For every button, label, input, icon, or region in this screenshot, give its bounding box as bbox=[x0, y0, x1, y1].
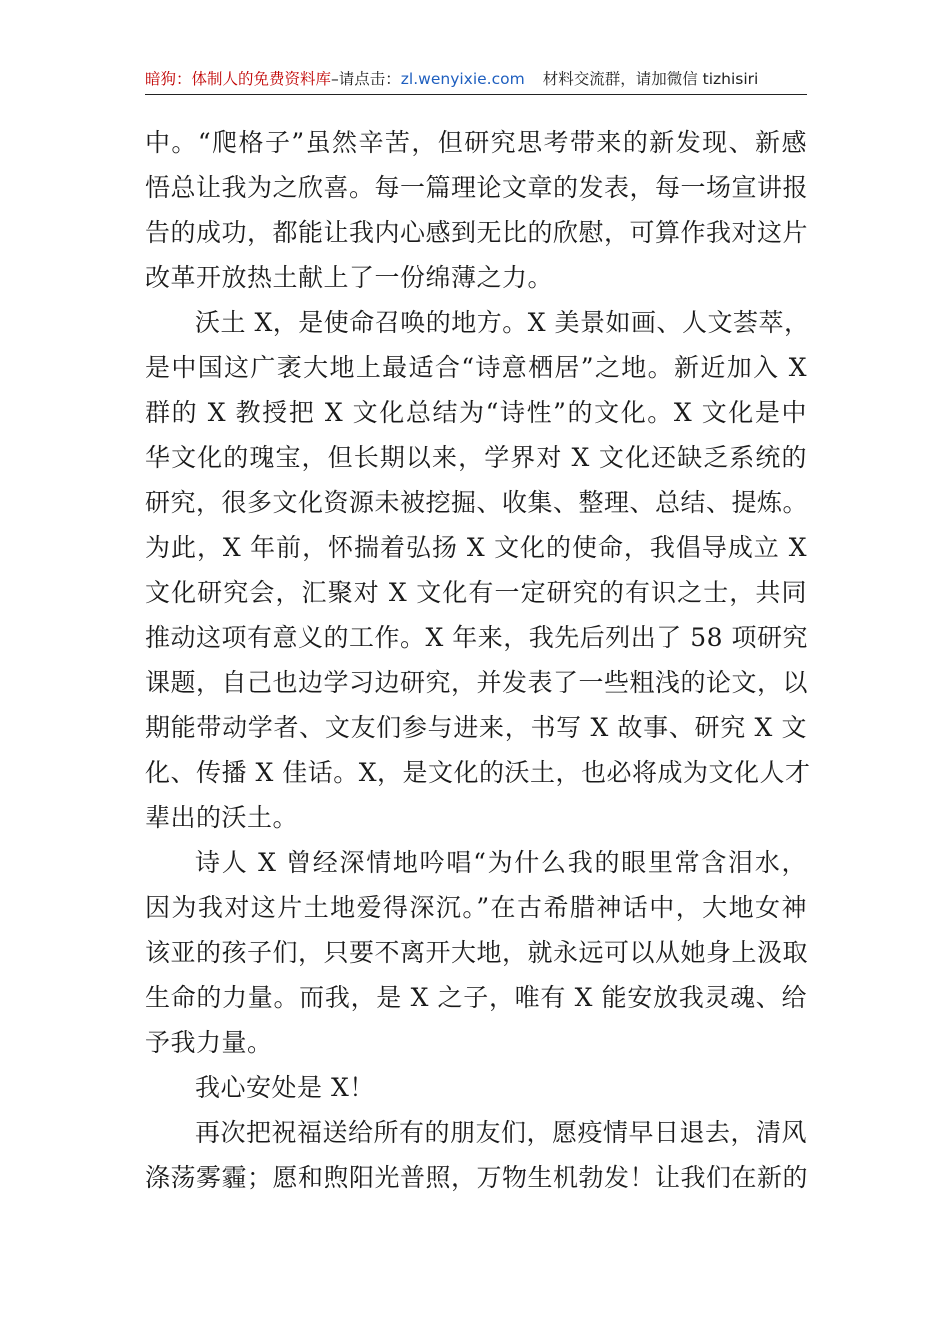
text-line: 诗人 X 曾经深情地吟唱“为什么我的眼里常含泪水， bbox=[195, 848, 807, 877]
text-line: 辈出的沃土。 bbox=[145, 803, 299, 832]
text-line: 文化研究会，汇聚对 X 文化有一定研究的有识之士，共同 bbox=[145, 578, 807, 607]
text-line: 改革开放热土献上了一份绵薄之力。 bbox=[145, 263, 554, 292]
text-line: 沃土 X，是使命召唤的地方。X 美景如画、人文荟萃， bbox=[195, 308, 810, 337]
header-contact: 材料交流群，请加微信 tizhisiri bbox=[542, 70, 759, 88]
text-line: 再次把祝福送给所有的朋友们，愿疫情早日退去，清风 bbox=[195, 1118, 808, 1147]
document-body bbox=[145, 120, 811, 1200]
text-line: 我心安处是 X！ bbox=[195, 1073, 375, 1102]
text-line: 推动这项有意义的工作。X 年来，我先后列出了 58 项研究 bbox=[145, 623, 808, 652]
text-line: 生命的力量。而我，是 X 之子，唯有 X 能安放我灵魂、给 bbox=[145, 983, 807, 1012]
text-line: 告的成功，都能让我内心感到无比的欣慰，可算作我对这片 bbox=[145, 218, 809, 247]
header-url-link[interactable]: zl.wenyixie.com bbox=[400, 70, 525, 88]
text-line: 予我力量。 bbox=[145, 1028, 273, 1057]
header-separator: –请点击： bbox=[331, 70, 401, 88]
text-line: 群的 X 教授把 X 文化总结为“诗性”的文化。X 文化是中 bbox=[145, 398, 807, 427]
text-line: 华文化的瑰宝，但长期以来，学界对 X 文化还缺乏系统的 bbox=[145, 443, 807, 472]
text-line: 该亚的孩子们，只要不离开大地，就永远可以从她身上汲取 bbox=[145, 938, 809, 967]
text-line: 期能带动学者、文友们参与进来，书写 X 故事、研究 X 文 bbox=[145, 713, 807, 742]
text-line: 是中国这广袤大地上最适合“诗意栖居”之地。新近加入 X bbox=[145, 353, 807, 382]
text-line: 因为我对这片土地爱得深沉。”在古希腊神话中，大地女神 bbox=[145, 893, 807, 922]
text-line: 课题，自己也边学习边研究，并发表了一些粗浅的论文，以 bbox=[145, 668, 809, 697]
text-line: 中。“爬格子”虽然辛苦，但研究思考带来的新发现、新感 bbox=[145, 128, 807, 157]
page-header bbox=[145, 64, 807, 95]
text-line: 为此，X 年前，怀揣着弘扬 X 文化的使命，我倡导成立 X bbox=[145, 533, 807, 562]
text-line: 化、传播 X 佳话。X，是文化的沃土，也必将成为文化人才 bbox=[145, 758, 811, 787]
text-line: 悟总让我为之欣喜。每一篇理论文章的发表，每一场宣讲报 bbox=[145, 173, 809, 202]
text-line: 涤荡雾霾；愿和煦阳光普照，万物生机勃发！让我们在新的 bbox=[145, 1163, 809, 1192]
header-brand: 暗狗：体制人的免费资料库 bbox=[145, 70, 332, 88]
text-line: 研究，很多文化资源未被挖掘、收集、整理、总结、提炼。 bbox=[145, 488, 809, 517]
